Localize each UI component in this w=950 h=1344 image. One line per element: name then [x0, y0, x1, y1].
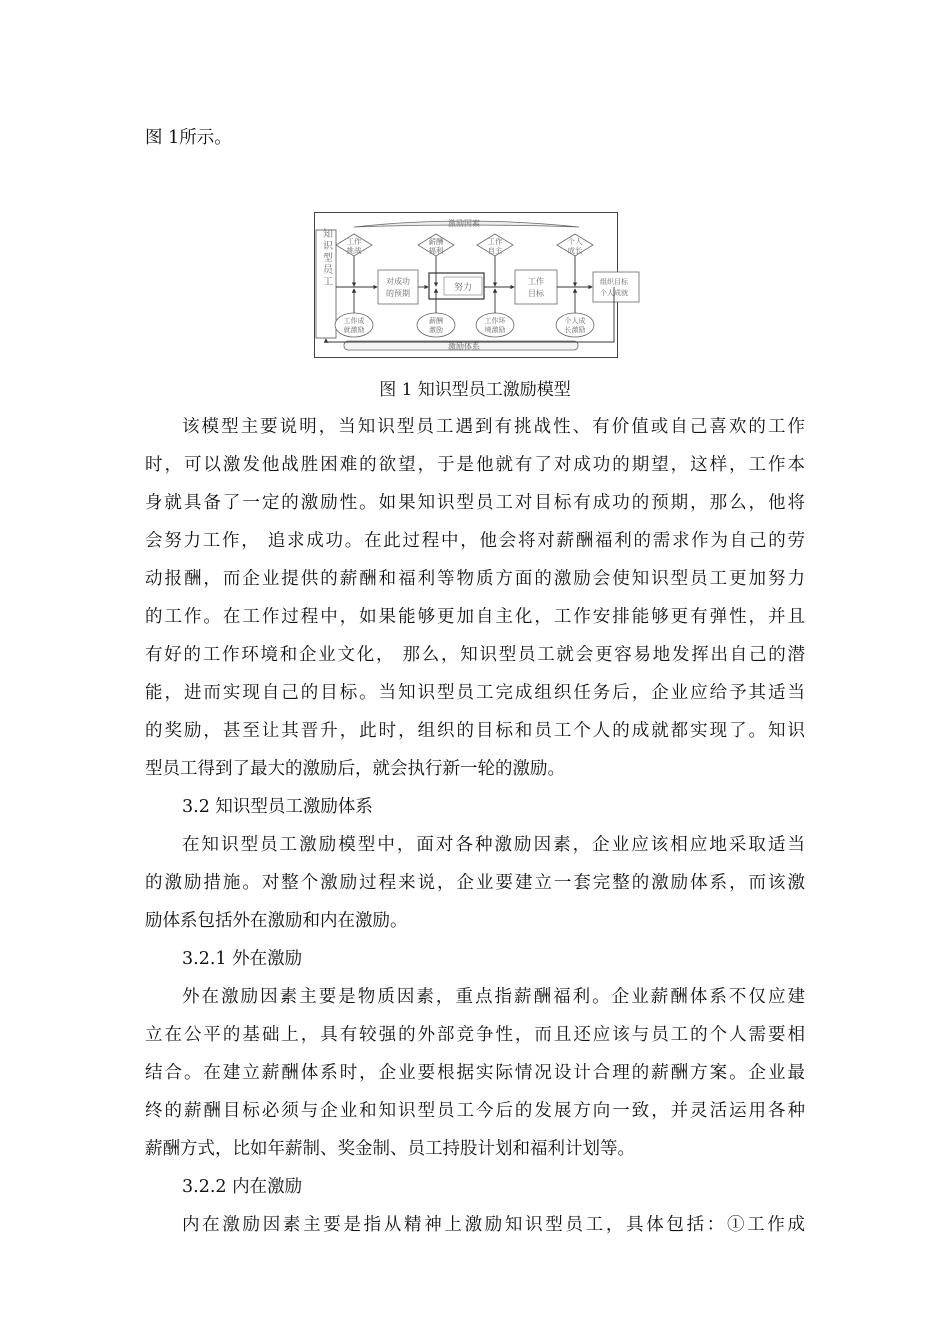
paragraph-line: 薪酬方式，比如年薪制、奖金制、员工持股计划和福利计划等。 — [145, 1139, 635, 1159]
section-heading-3-2-1: 3.2.1 外在激励 — [182, 949, 303, 969]
paragraph-line: 时，可以激发他战胜困难的欲望，于是他就有了对成功的期望，这样，工作本 — [145, 455, 805, 475]
growth-incentive-l2: 长激励 — [564, 326, 586, 334]
work-env-l1: 工作环 — [484, 317, 506, 325]
work-goal-box — [515, 270, 557, 304]
org-goal-l2: 个人成就 — [600, 289, 628, 297]
intro-text: 图 1所示。 — [145, 128, 232, 148]
paragraph-line: 动报酬，而企业提供的薪酬和福利等物质方面的激励会使知识型员工更加努力 — [145, 569, 805, 589]
work-goal-l2: 目标 — [528, 289, 544, 298]
salary-benefit-l1: 薪酬 — [428, 237, 444, 246]
effort-label: 努力 — [453, 283, 473, 293]
work-challenge-l2: 挑战 — [346, 246, 362, 255]
paragraph-line: 外在激励因素主要是物质因素，重点指薪酬福利。企业薪酬体系不仅应建 — [182, 987, 805, 1007]
work-achievement-l1: 工作成 — [343, 317, 365, 325]
section-heading-3-2-2: 3.2.2 内在激励 — [182, 1177, 303, 1197]
work-achievement-l2: 就激励 — [343, 326, 365, 334]
paragraph-line: 的激励措施。对整个激励过程来说，企业要建立一套完整的激励体系，而该激 — [145, 873, 805, 893]
salary-incentive-l1: 薪酬 — [429, 317, 443, 325]
personal-growth-l2: 成长 — [567, 246, 583, 255]
success-expectation-l1: 对成功 — [386, 277, 410, 286]
org-goal-l1: 组织目标 — [600, 278, 628, 286]
success-expectation-l2: 的预期 — [386, 289, 410, 298]
work-autonomy-l1: 工作 — [487, 237, 503, 246]
figure-caption: 图 1 知识型员工激励模型 — [379, 380, 571, 400]
personal-growth-l1: 个人 — [567, 237, 583, 246]
incentive-system-label: 激励体系 — [448, 342, 480, 351]
work-env-l2: 境激励 — [484, 326, 506, 334]
paragraph-line: 励体系包括外在激励和内在激励。 — [145, 911, 408, 931]
paragraph-line: 有好的工作环境和企业文化， 那么，知识型员工就会更容易地发挥出自己的潜 — [145, 645, 805, 665]
paragraph-line: 在知识型员工激励模型中，面对各种激励因素，企业应该相应地采取适当 — [182, 835, 805, 855]
paragraph-line: 终的薪酬目标必须与企业和知识型员工今后的发展方向一致，并灵活运用各种 — [145, 1101, 805, 1121]
paragraph-line: 能，进而实现自己的目标。当知识型员工完成组织任务后，企业应给予其适当 — [145, 683, 805, 703]
incentive-model-diagram — [314, 212, 628, 358]
section-heading-3-2: 3.2 知识型员工激励体系 — [182, 797, 373, 817]
work-goal-l1: 工作 — [528, 277, 544, 286]
paragraph-line: 的奖励，甚至让其晋升，此时，组织的目标和员工个人的成就都实现了。知识 — [145, 721, 805, 741]
paragraph-line: 该模型主要说明，当知识型员工遇到有挑战性、有价值或自己喜欢的工作 — [182, 417, 805, 437]
paragraph-line: 结合。在建立薪酬体系时，企业要根据实际情况设计合理的薪酬方案。企业最 — [145, 1063, 805, 1083]
salary-benefit-l2: 福利 — [428, 246, 444, 255]
paragraph-line: 立在公平的基础上，具有较强的外部竞争性，而且还应该与员工的个人需要相 — [145, 1025, 805, 1045]
incentive-factors-label: 激励因素 — [448, 219, 480, 228]
work-challenge-l1: 工作 — [346, 237, 362, 246]
paragraph-line: 会努力工作， 追求成功。在此过程中，他会将对薪酬福利的需求作为自己的劳 — [145, 531, 805, 551]
paragraph-line: 的工作。在工作过程中，如果能够更加自主化，工作安排能够更有弹性，并且 — [145, 607, 805, 627]
org-goal-box — [593, 272, 639, 302]
success-expectation-box — [378, 270, 418, 304]
growth-incentive-l1: 个人成 — [564, 317, 586, 325]
work-autonomy-l2: 自主 — [487, 246, 503, 255]
paragraph-line: 型员工得到了最大的激励后，就会执行新一轮的激励。 — [145, 759, 565, 779]
employee-label: 知识型员工 — [320, 228, 332, 288]
paragraph-line: 内在激励因素主要是指从精神上激励知识型员工，具体包括：①工作成 — [182, 1215, 805, 1235]
paragraph-line: 身就具备了一定的激励性。如果知识型员工对目标有成功的预期，那么，他将 — [145, 493, 805, 513]
salary-incentive-l2: 激励 — [429, 326, 443, 334]
